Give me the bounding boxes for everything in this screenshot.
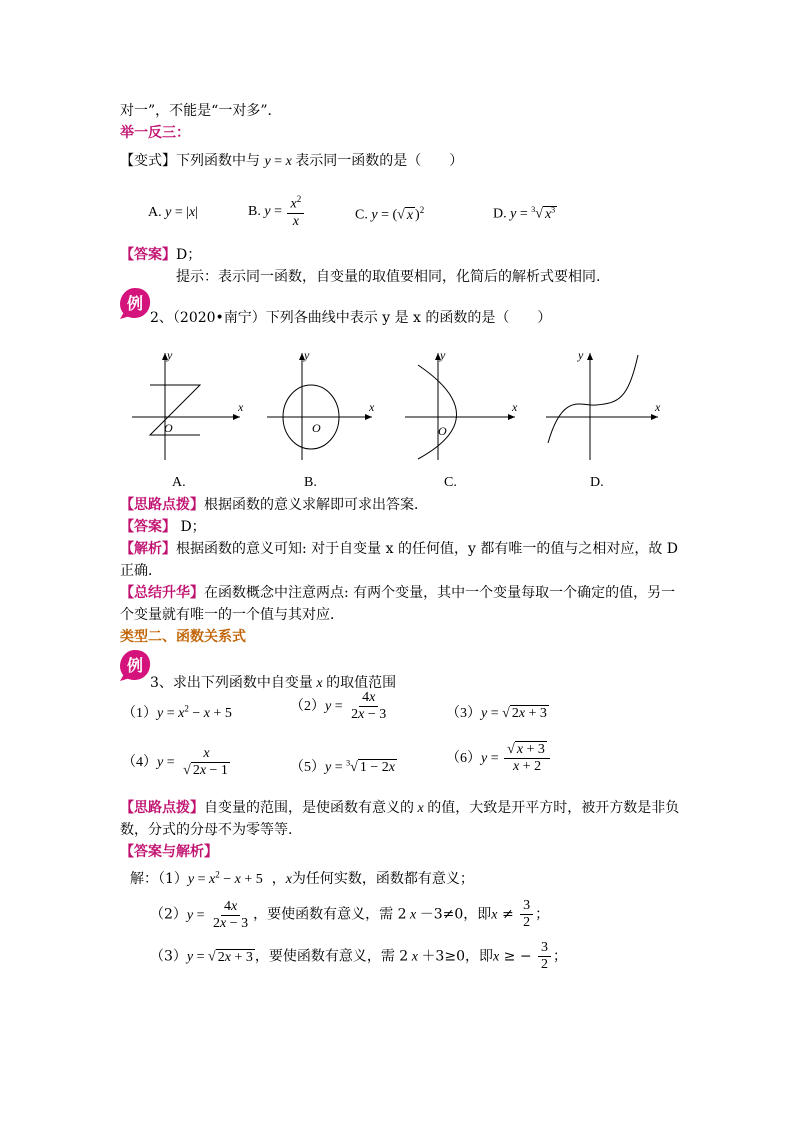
solution-number: （2）: [150, 906, 187, 923]
item-number: （6）: [446, 750, 481, 766]
item-number: （4）: [122, 754, 157, 770]
sol2-text: ，要使函数有意义，需 2: [253, 906, 407, 923]
item-2: （2）y = $\frac{4x}{2x - 3}$: [290, 690, 387, 723]
graph-a-label: A.: [172, 475, 186, 490]
idea-3: 【思路点拨】自变量的范围，是使函数有意义的 x 的值，大致是开平方时，被开方数是非负: [120, 800, 680, 816]
graph-b-label: B.: [304, 475, 317, 490]
option-a: A. y = |x|: [148, 205, 199, 220]
idea-tag: 【思路点拨】: [120, 497, 204, 513]
text-line: 对一”，不能是“一对多”．: [120, 103, 282, 119]
axis-y-label: y: [578, 348, 584, 362]
origin-label: O: [164, 421, 173, 435]
graph-d-label: D.: [590, 475, 604, 490]
option-d: D. y = $^3$√ $x^3$: [493, 205, 556, 222]
axis-x-label: x: [512, 400, 518, 414]
analysis-text: 根据函数的意义可知: 对于自变量 x 的任何值，y 都有唯一的值与之相对应，故 D: [176, 541, 678, 557]
answer-value: D；: [176, 247, 202, 263]
solution-2: （2）y = $\frac{4x}{2x - 3}$ ，要使函数有意义，需 2 x －3≠0，即x ≠ $\frac{3}{2}$ ；: [150, 898, 550, 931]
answer-value: D；: [176, 519, 206, 535]
sol1-text: 为任何实数，函数都有意义；: [291, 871, 474, 887]
answer-1: [120, 244, 201, 264]
graph-d: [538, 345, 668, 465]
graph-a: [120, 345, 250, 465]
answer-2: [120, 516, 206, 536]
analysis-2-cont: 正确．: [120, 563, 162, 579]
axis-x-label: x: [238, 400, 244, 414]
solution-3: （3）y = √ 2x + 3 ，要使函数有意义，需 2 x ＋3≥0，即x ≥ − $\frac{3}{2}$ ；: [150, 940, 568, 973]
answer-analysis-heading: 【答案与解析】: [120, 844, 218, 860]
item-number: （5）: [290, 760, 325, 775]
axis-x-label: x: [655, 400, 661, 414]
q3-text: 3、求出下列函数中自变量: [150, 675, 313, 691]
question-3: 3、求出下列函数中自变量 x 的取值范围: [150, 675, 397, 691]
idea-text: 自变量的范围，是使函数有意义的: [204, 800, 414, 816]
idea-3-cont: 数，分式的分母不为零等等.: [120, 822, 293, 838]
solution-number: （3）: [150, 948, 187, 965]
item-6: （6）y = $\frac{√ x + 3}{x + 2}$: [446, 742, 552, 775]
analysis-2: [120, 538, 678, 558]
axis-y-label: y: [167, 348, 173, 362]
idea-tag: 【思路点拨】: [120, 800, 204, 816]
sol3-text: ，要使函数有意义，需 2: [254, 948, 409, 965]
origin-label: O: [312, 421, 321, 435]
variant-question: 【变式】下列函数中与 y = x 表示同一函数的是（ ）: [120, 153, 464, 169]
section-heading: 举一反三：: [120, 125, 190, 141]
answer-tag: 【答案】: [120, 519, 176, 535]
answer-tag: 【答案】: [120, 247, 176, 263]
item-5: （5）y = $^3$√ 1 − 2x: [290, 758, 395, 775]
example-badge: [118, 286, 152, 320]
sol3-text-2: ＋3≥0，即: [421, 948, 493, 965]
variant-text-2: 表示同一函数的是（ ）: [295, 153, 464, 169]
axis-y-label: y: [440, 348, 446, 362]
q3-text-2: 的取值范围: [326, 675, 397, 691]
hint-1: 提示：表示同一函数，自变量的取值要相同，化简后的解析式要相同.: [176, 269, 601, 285]
solution-intro: 解：（1）: [130, 871, 188, 887]
option-c: C. y = (√ x )$^2$: [355, 205, 425, 223]
variant-tag: 【变式】: [120, 153, 176, 169]
item-number: （3）: [446, 706, 481, 721]
option-b: B. y = $\frac{x^2}{x}$: [248, 194, 306, 230]
summary-text: 在函数概念中注意两点: 有两个变量，其中一个变量每取一个确定的值，另一: [204, 585, 676, 601]
graph-c: [400, 345, 530, 465]
item-3: （3）y = √ 2x + 3: [446, 706, 547, 721]
sol2-text-2: －3≠0，即: [419, 906, 492, 923]
item-number: （2）: [290, 698, 325, 714]
solution-1: 解：$(1)y = x^2 - x + 5$ ，x为任何实数，函数都有意义；: [130, 869, 474, 887]
axis-y-label: y: [304, 348, 310, 362]
badge-label: 例: [126, 656, 144, 675]
sol1-sep: ，: [271, 871, 286, 887]
badge-label: 例: [126, 294, 144, 313]
graph-c-label: C.: [444, 475, 457, 490]
item-4: （4）y = $\frac{x}{√ 2x - 1}$: [122, 746, 228, 779]
type-heading: 类型二、函数关系式: [120, 629, 246, 645]
axis-x-label: x: [369, 400, 375, 414]
idea-2: [120, 494, 428, 514]
item-1: $(1)y = x^2 - x + 5$: [122, 703, 232, 721]
graph-b: [262, 345, 392, 465]
analysis-tag: 【解析】: [120, 541, 176, 557]
item-number: （1）: [122, 706, 157, 721]
idea-text: 根据函数的意义求解即可求出答案．: [204, 497, 428, 513]
variant-text: 下列函数中与: [176, 153, 260, 169]
idea-text-2: 的值，大致是开平方时，被开方数是非负: [427, 800, 680, 816]
example-badge: [118, 648, 152, 682]
summary: [120, 582, 675, 602]
summary-cont: 个变量就有唯一的一个值与其对应．: [120, 607, 344, 623]
origin-label: O: [438, 424, 447, 438]
question-2: 2、（2020•南宁）下列各曲线中表示 y 是 x 的函数的是（ ）: [150, 310, 552, 326]
summary-tag: 【总结升华】: [120, 585, 204, 601]
